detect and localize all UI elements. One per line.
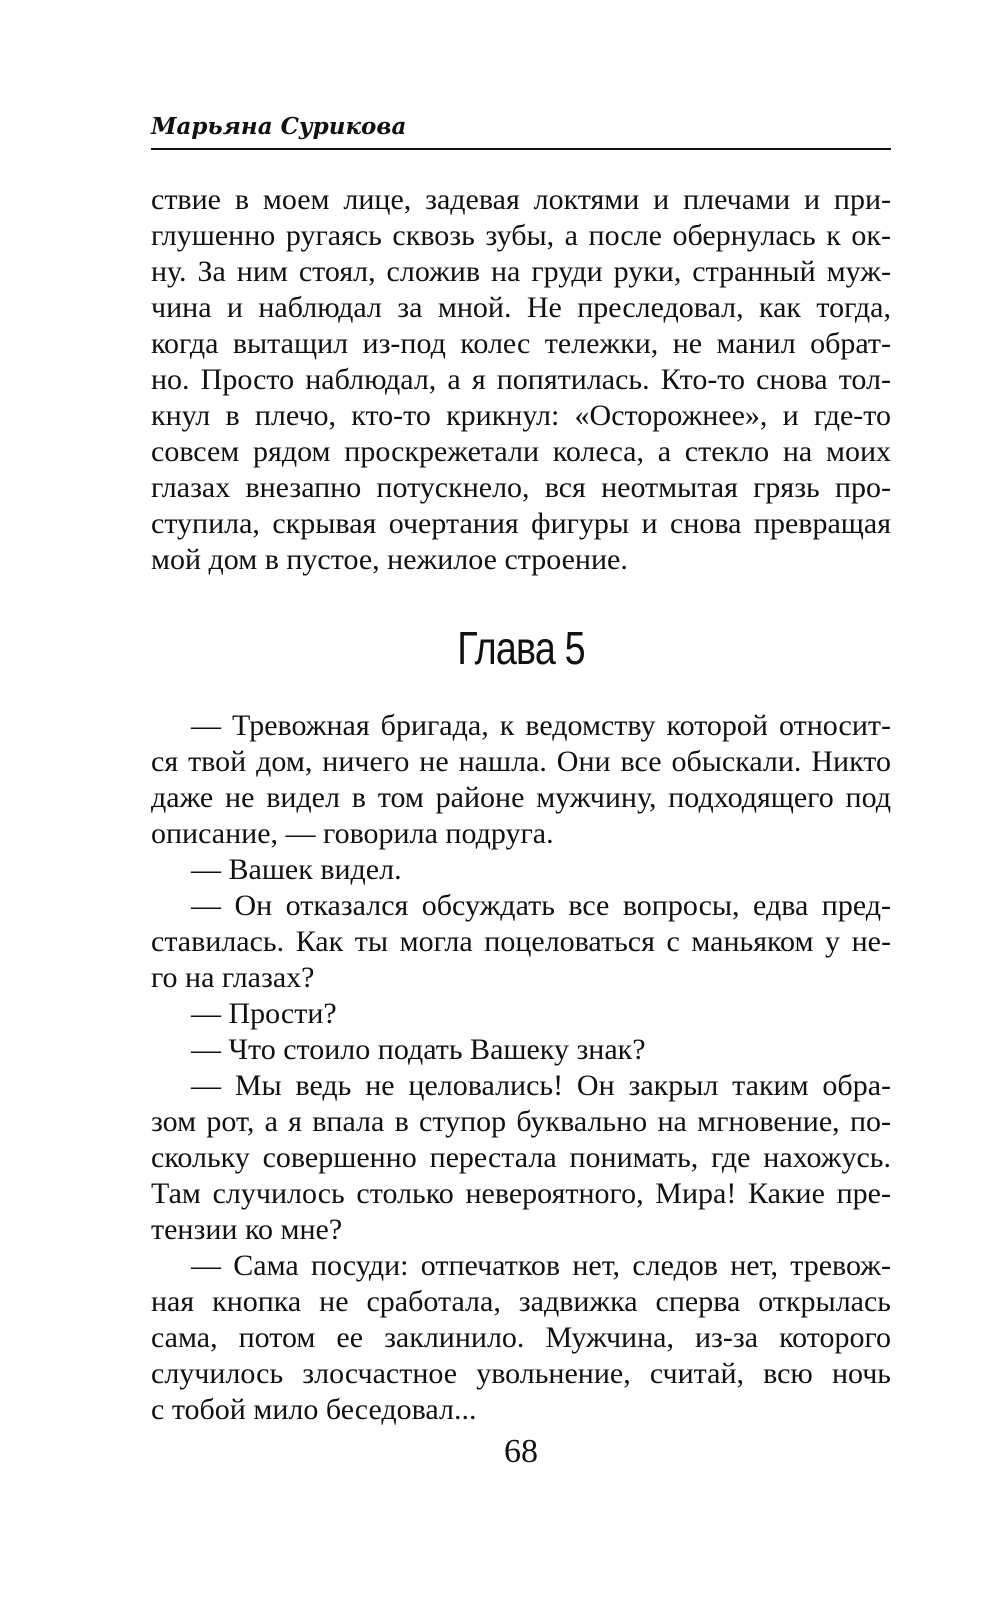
text-line: — Мы ведь не целовались! Он закрыл таким обра- [191, 1069, 891, 1102]
text-line: — Сама посуди: отпечатков нет, следов нет, тревож- [191, 1249, 891, 1282]
text-line: скольку совершенно перестала понимать, где нахожусь. [151, 1141, 891, 1174]
text-line: описание, — говорила подруга. [151, 817, 554, 850]
text-line: — Что стоило подать Вашеку знак? [191, 1033, 646, 1066]
text-line: кнул в плечо, кто-то крикнул: «Осторожнее», и где-то [151, 399, 891, 432]
page-number: 68 [504, 1433, 538, 1470]
text-line: ставилась. Как ты могла поцеловаться с маньяком у не- [151, 925, 891, 958]
text-line: — Тревожная бригада, к ведомству которой относит- [191, 709, 891, 742]
text-line: глазах внезапно потускнело, вся неотмытая грязь про- [151, 471, 891, 504]
text-line: ствие в моем лице, задевая локтями и плечами и при- [151, 183, 891, 216]
text-line: случилось злосчастное увольнение, считай, всю ночь [151, 1357, 891, 1390]
text-line: — Вашек видел. [191, 853, 402, 886]
text-line: чина и наблюдал за мной. Не преследовал, как тогда, [151, 291, 891, 324]
text-line: — Он отказался обсуждать все вопросы, едва пред- [191, 889, 891, 922]
text-line: но. Просто наблюдал, а я попятилась. Кто-то снова тол- [151, 363, 891, 396]
dialogue-block [151, 708, 891, 1428]
paragraph-continued [151, 182, 891, 578]
text-line: Там случилось столько невероятного, Мира! Какие пре- [151, 1177, 891, 1210]
text-line: ся твой дом, ничего не нашла. Они все обыскали. Никто [151, 745, 891, 778]
text-line: — Прости? [191, 997, 337, 1030]
text-line: глушенно ругаясь сквозь зубы, а после обернулась к ок- [151, 219, 891, 252]
text-line: совсем рядом проскрежетали колеса, а стекло на моих [151, 435, 891, 468]
text-line: мой дом в пустое, нежилое строение. [151, 543, 628, 576]
text-line: го на глазах? [151, 961, 315, 994]
text-line: с тобой мило беседовал... [151, 1393, 477, 1426]
running-head-author: Марьяна Сурикова [151, 113, 407, 140]
text-line: ну. За ним стоял, сложив на груди руки, странный муж- [151, 255, 891, 288]
text-line: когда вытащил из-под колес тележки, не манил обрат- [151, 327, 891, 360]
text-line: даже не видел в том районе мужчину, подходящего под [151, 781, 891, 814]
header-rule [151, 148, 891, 150]
text-line: ступила, скрывая очертания фигуры и снова превращая [151, 507, 891, 540]
text-line: ная кнопка не сработала, задвижка сперва открылась [151, 1285, 891, 1318]
text-line: тензии ко мне? [151, 1213, 343, 1246]
chapter-title: Глава 5 [457, 622, 585, 674]
text-line: сама, потом ее заклинило. Мужчина, из-за которого [151, 1321, 891, 1354]
text-line: зом рот, а я впала в ступор буквально на мгновение, по- [151, 1105, 891, 1138]
